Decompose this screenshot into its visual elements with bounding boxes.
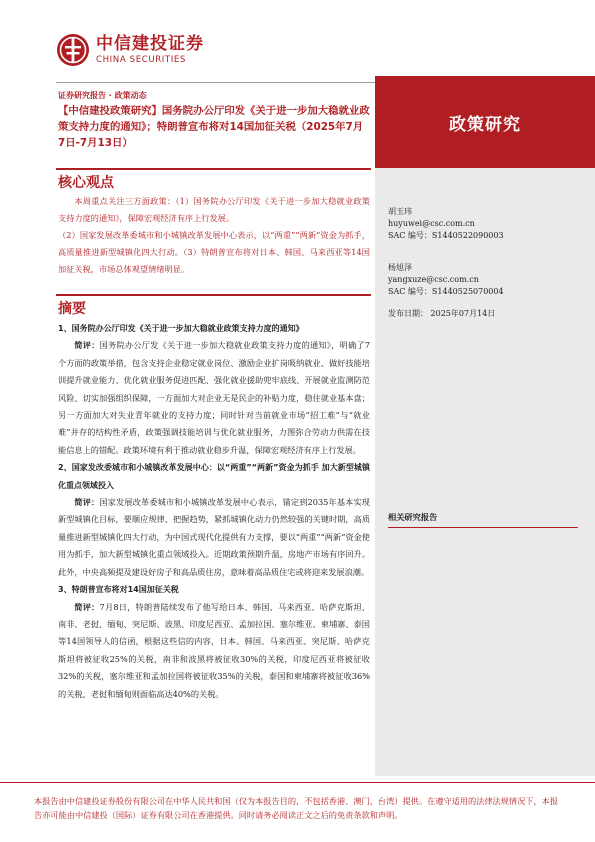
- report-series: 证券研究报告 · 政策动态: [58, 91, 147, 100]
- analyst-email[interactable]: yangxuze@csc.com.cn: [388, 275, 479, 284]
- category-banner: [375, 76, 595, 168]
- summary-paragraph: [58, 494, 370, 581]
- category-label: 政策研究: [449, 114, 521, 135]
- analyst-email[interactable]: huyuwei@csc.com.cn: [388, 219, 475, 228]
- analyst-card: [388, 262, 504, 298]
- summary-heading: 摘要: [58, 301, 86, 317]
- summary-text: 国家发展改革委城市和小城镇改革发展中心表示，锚定到2035年基本实现新型城镇化目标，要顺应规律、把握趋势，紧抓城镇化动力仍然较强的关键时期，高质量推进新型城镇化四大行动，为中国式现代化提供有力支撑，要以“两重”“两新”资金使用为抓手，加大新型城镇化重点领域投入。近期政策预期升温，房地产市场有序回升。此外，中央高频提及建设好房子和高品质住房，意味着高品质住宅或将迎来发展浪潮。: [58, 497, 370, 577]
- report-title: 【中信建投政策研究】国务院办公厅印发《关于进一步加大稳就业政策支持力度的通知》；特朗普宣布将对14国加征关税（2025年7月7日-7月13日）: [58, 105, 370, 149]
- summary-section-heading: 1、国务院办公厅印发《关于进一步加大稳就业政策支持力度的通知》: [58, 324, 304, 333]
- footer-disclaimer: 本报告由中信建投证券股份有限公司在中华人民共和国（仅为本报告目的，不包括香港、澳门、台湾）提供。在遵守适用的法律法规情况下，本报告亦可能由中信建投（国际）证券有限公司在香港提供。同时请务必阅读正文之后的免责条款和声明。: [34, 796, 559, 820]
- analyst-name: 杨旭泽: [388, 263, 412, 272]
- summary-paragraph: [58, 599, 370, 703]
- logo-emblem-icon: [56, 33, 90, 67]
- summary-text: 国务院办公厅发《关于进一步加大稳就业政策支持力度的通知》，明确了7个方面的政策举措，包含支持企业稳定就业岗位、激励企业扩岗吸纳就业、做好技能培训提升就业能力、优化就业服务促进匹配、强化就业援助兜牢底线、开展就业监测防范风险、切实加强组织保障，一方面加大对企业无是民企的补贴力度，稳住就业基本盘；另一方面加大对失业青年就业的支持力度；同时针对当前就业市场“招工难”与“就业难”并存的结构性矛盾，政策强调技能培训与优化就业服务，力图弥合劳动力供需在技能信息上的错配。政策环境有利于推动就业稳步升温，保障宏观经济有序上行发展。: [58, 340, 370, 455]
- related-divider: [388, 527, 578, 528]
- summary-text: 7月8日，特朗普陆续发布了他写给日本、韩国、马来西亚、哈萨克斯坦、南非、老挝、缅甸、突尼斯、波黑、印度尼西亚、孟加拉国、塞尔维亚、柬埔寨、泰国等14国领导人的信函，根据这些信的内容，日本、韩国、马来西亚、突尼斯、哈萨克斯坦将被征收25%的关税，南非和波黑将被征收30%的关税，印度尼西亚将被征收32%的关税，塞尔维亚和孟加拉国将被征收35%的关税，泰国和柬埔寨将被征收36%的关税，老挝和缅甸则面临高达40%的关税。: [58, 601, 370, 699]
- summary-body: [58, 320, 370, 703]
- footer-divider: [0, 782, 595, 783]
- brand-name-en: CHINA SECURITIES: [96, 54, 186, 65]
- brand-name-cn: 中信建投证券: [96, 33, 204, 54]
- analyst-card: [388, 206, 504, 242]
- summary-section-heading: 3、特朗普宣布将对14国加征关税: [58, 585, 179, 595]
- core-heading: 核心观点: [58, 175, 114, 191]
- publish-date: 发布日期： 2025年07月14日: [388, 309, 496, 318]
- related-reports-heading: 相关研究报告: [388, 512, 438, 522]
- core-divider: [56, 168, 371, 170]
- core-paragraph: 本周重点关注三方面政策：（1）国务院办公厅印发《关于进一步加大稳就业政策支持力度的通知》，保障宏观经济有序上行发展。: [58, 196, 370, 223]
- header-divider: [56, 82, 375, 83]
- company-logo: [56, 30, 204, 70]
- summary-divider: [56, 294, 371, 296]
- core-view: [58, 193, 370, 278]
- analyst-sac: SAC 编号：S1440522090003: [388, 231, 504, 240]
- summary-section-heading: 2、国家发改委城市和小城镇改革发展中心：以“两重”“两新”资金为抓手 加大新型城镇化重点领域投入: [58, 463, 370, 490]
- analyst-name: 胡玉玮: [388, 207, 412, 216]
- analyst-sac: SAC 编号：S1440525070004: [388, 287, 504, 296]
- comment-label: 简评：: [74, 340, 100, 351]
- sidebar-panel: [375, 76, 595, 776]
- core-paragraph: （2）国家发展改革委城市和小城镇改革发展中心表示，以“两重”“两新”资金为抓手，高质量推进新型城镇化四大行动。（3）特朗普宣布将对日本、韩国、马来西亚等14国加征关税，市场总体观望情绪明显。: [58, 230, 370, 274]
- summary-paragraph: [58, 337, 370, 459]
- comment-label: 简评：: [74, 497, 100, 508]
- comment-label: 简评：: [74, 601, 100, 612]
